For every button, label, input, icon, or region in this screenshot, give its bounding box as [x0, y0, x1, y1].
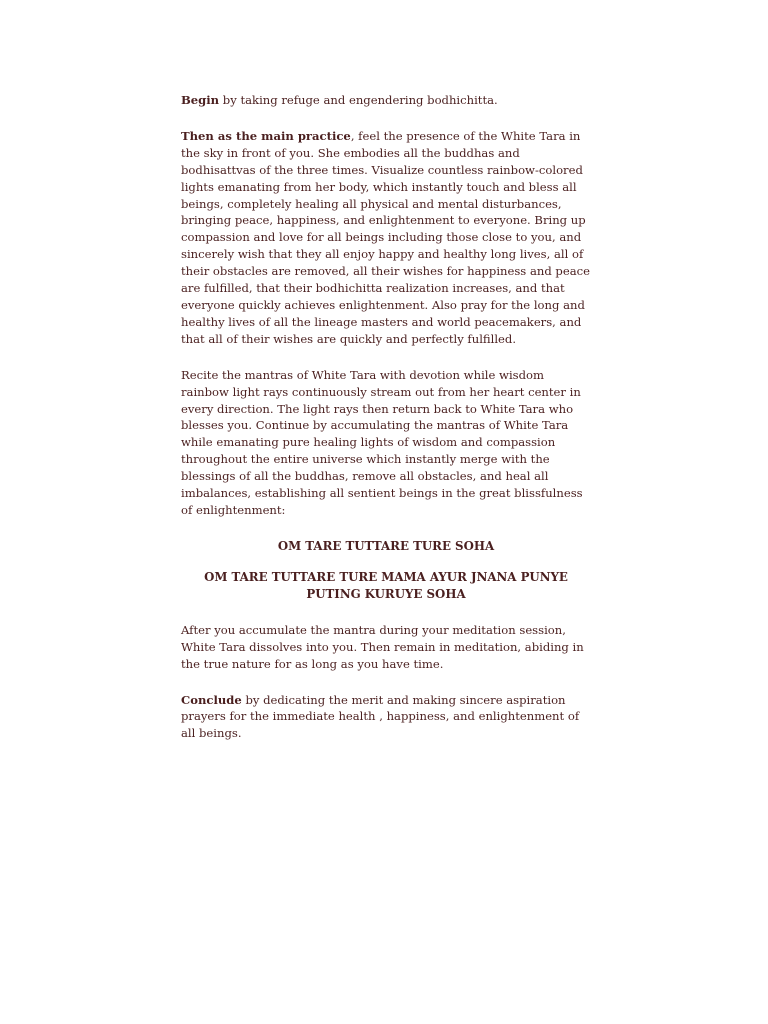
- paragraph-begin: [181, 92, 591, 109]
- paragraph-after: [181, 622, 591, 673]
- paragraph-text: by dedicating the merit and making sincere aspiration prayers for the immediate health , happiness, and enlightenment of all beings.: [181, 692, 580, 741]
- paragraph-text: Recite the mantras of White Tara with devotion while wisdom rainbow light rays continuously stream out from her heart center in every direction. The light rays then return back to White Tara who blesses you. Continue by accumulating the mantras of White Tara while emanating pure healing lights of wisdom and compassion throughout the entire universe which instantly merge with the blessings of all the buddhas, remove all obstacles, and heal all imbalances, establishing all sentient beings in the great blissfulness of enlightenment:: [181, 367, 583, 517]
- document-page: [181, 92, 591, 761]
- paragraph-conclude: [181, 692, 591, 743]
- paragraph-text: by taking refuge and engendering bodhichitta.: [219, 93, 498, 107]
- lead-begin: Begin: [181, 93, 220, 107]
- lead-conclude: Conclude: [181, 692, 242, 707]
- mantra-short: OM TARE TUTTARE TURE SOHA: [277, 538, 495, 553]
- paragraph-text: After you accumulate the mantra during your meditation session, White Tara dissolves into you. Then remain in meditation, abiding in the true nature for as long as you have time.: [181, 622, 584, 671]
- paragraph-main-practice: [181, 128, 591, 348]
- lead-main-practice: Then as the main practice: [181, 128, 351, 143]
- paragraph-recite: [181, 367, 591, 519]
- mantra-long: OM TARE TUTTARE TURE MAMA AYUR JNANA PUNYE PUTING KURUYE SOHA: [204, 569, 568, 601]
- paragraph-text: , feel the presence of the White Tara in the sky in front of you. She embodies all the buddhas and bodhisattvas of the three times. Visualize countless rainbow-colored lights emanating from her body, which instantly touch and bless all beings, completely healing all physical and mental disturbances, bringing peace, happiness, and enlightenment to everyone. Bring up compassion and love for all beings including those close to you, and sincerely wish that they all enjoy happy and healthy long lives, all of their obstacles are removed, all their wishes for happiness and peace are fulfilled, that their bodhichitta realization increases, and that everyone quickly achieves enlightenment. Also pray for the long and healthy lives of all the lineage masters and world peacemakers, and that all of their wishes are quickly and perfectly fulfilled.: [181, 128, 590, 346]
